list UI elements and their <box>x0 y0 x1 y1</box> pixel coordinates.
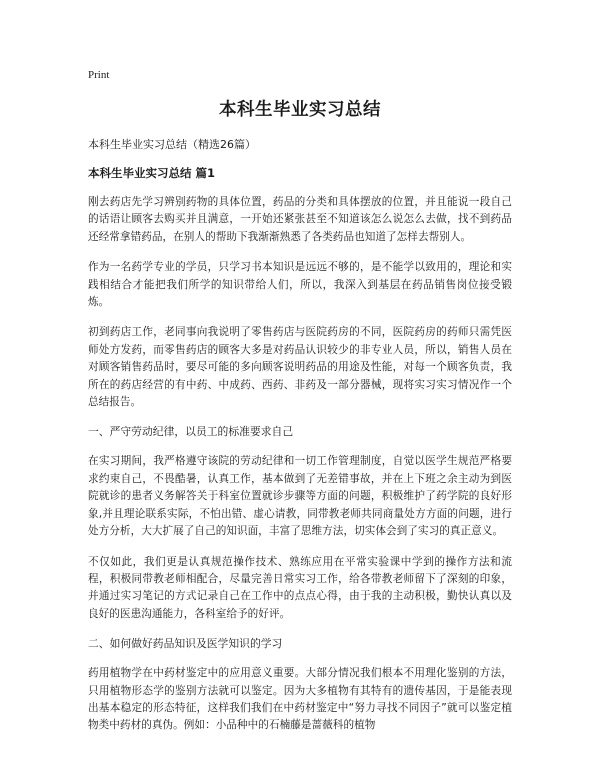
document-title: 本科生毕业实习总结 <box>219 100 381 120</box>
section-heading: 二、如何做好药品知识及医学知识的学习 <box>88 637 283 651</box>
section-heading: 一、严守劳动纪律，以员工的标准要求自己 <box>88 425 294 439</box>
document-subtitle: 本科生毕业实习总结（精选26篇） <box>88 138 256 151</box>
paragraph: 在实习期间，我严格遵守该院的劳动纪律和一切工作管理制度，自觉以医学生规范严格要求约束自己，不畏酷暑，认真工作，基本做到了无差错事故，并在上下班之余主动为到医院就诊的患者义务解答关于科室位置就诊步骤等方面的问题，积极维护了药学院的良好形象,并且理论联系实际，不怕出错、虚心请教，同带教老师共同商量处方方面的问题，进行处方分析，大大扩展了自己的知识面，丰富了思维方法，切实体会到了实习的真正意义。 <box>88 455 512 538</box>
paragraph: 作为一名药学专业的学员，只学习书本知识是远远不够的，是不能学以致用的，理论和实践相结合才能把我们所学的知识带给人们，所以，我深入到基层在药品销售岗位接受锻炼。 <box>88 261 512 309</box>
paragraph: 药用植物学在中药材鉴定中的应用意义重要。大部分情况我们根本不用理化鉴别的方法，只用植物形态学的鉴别方法就可以鉴定。因为大多植物有其特有的遗传基因，于是能表现出基本稳定的形态特征，这样我们我们在中药材鉴定中“努力寻找不同因子”就可以鉴定植物类中药材的真伪。例如：小品种中的石楠藤是蔷薇科的植物 <box>88 667 512 732</box>
paragraph: 不仅如此，我们更是认真规范操作技术、熟练应用在平常实验课中学到的操作方法和流程，积极同带教老师相配合，尽量完善日常实习工作，给各带教老师留下了深刻的印象，并通过实习笔记的方式记录自己在工作中的点点心得，由于我的主动积极，勤快认真以及良好的医患沟通能力，各科室给予的好评。 <box>88 555 512 620</box>
print-link[interactable]: Print <box>88 69 110 81</box>
paragraph: 刚去药店先学习辨别药物的具体位置，药品的分类和具体摆放的位置，并且能说一段自己的话语让顾客去购买并且满意，一开始还紧张甚至不知道该怎么说怎么去做，找不到药品还经常拿错药品，在别人的帮助下我渐渐熟悉了各类药品也知道了怎样去帮别人。 <box>88 196 512 243</box>
section-title: 本科生毕业实习总结 篇1 <box>88 166 216 180</box>
paragraph: 初到药店工作，老同事向我说明了零售药店与医院药房的不同，医院药房的药师只需凭医师处方发药，而零售药店的顾客大多是对药品认识较少的非专业人员，所以，销售人员在对顾客销售药品时，要尽可能的多向顾客说明药品的用途及性能，对每一个顾客负责，我所在的药店经营的有中药、中成药、西药、非药及一部分器械，现将实习实习情况作一个总结报告。 <box>88 326 512 409</box>
